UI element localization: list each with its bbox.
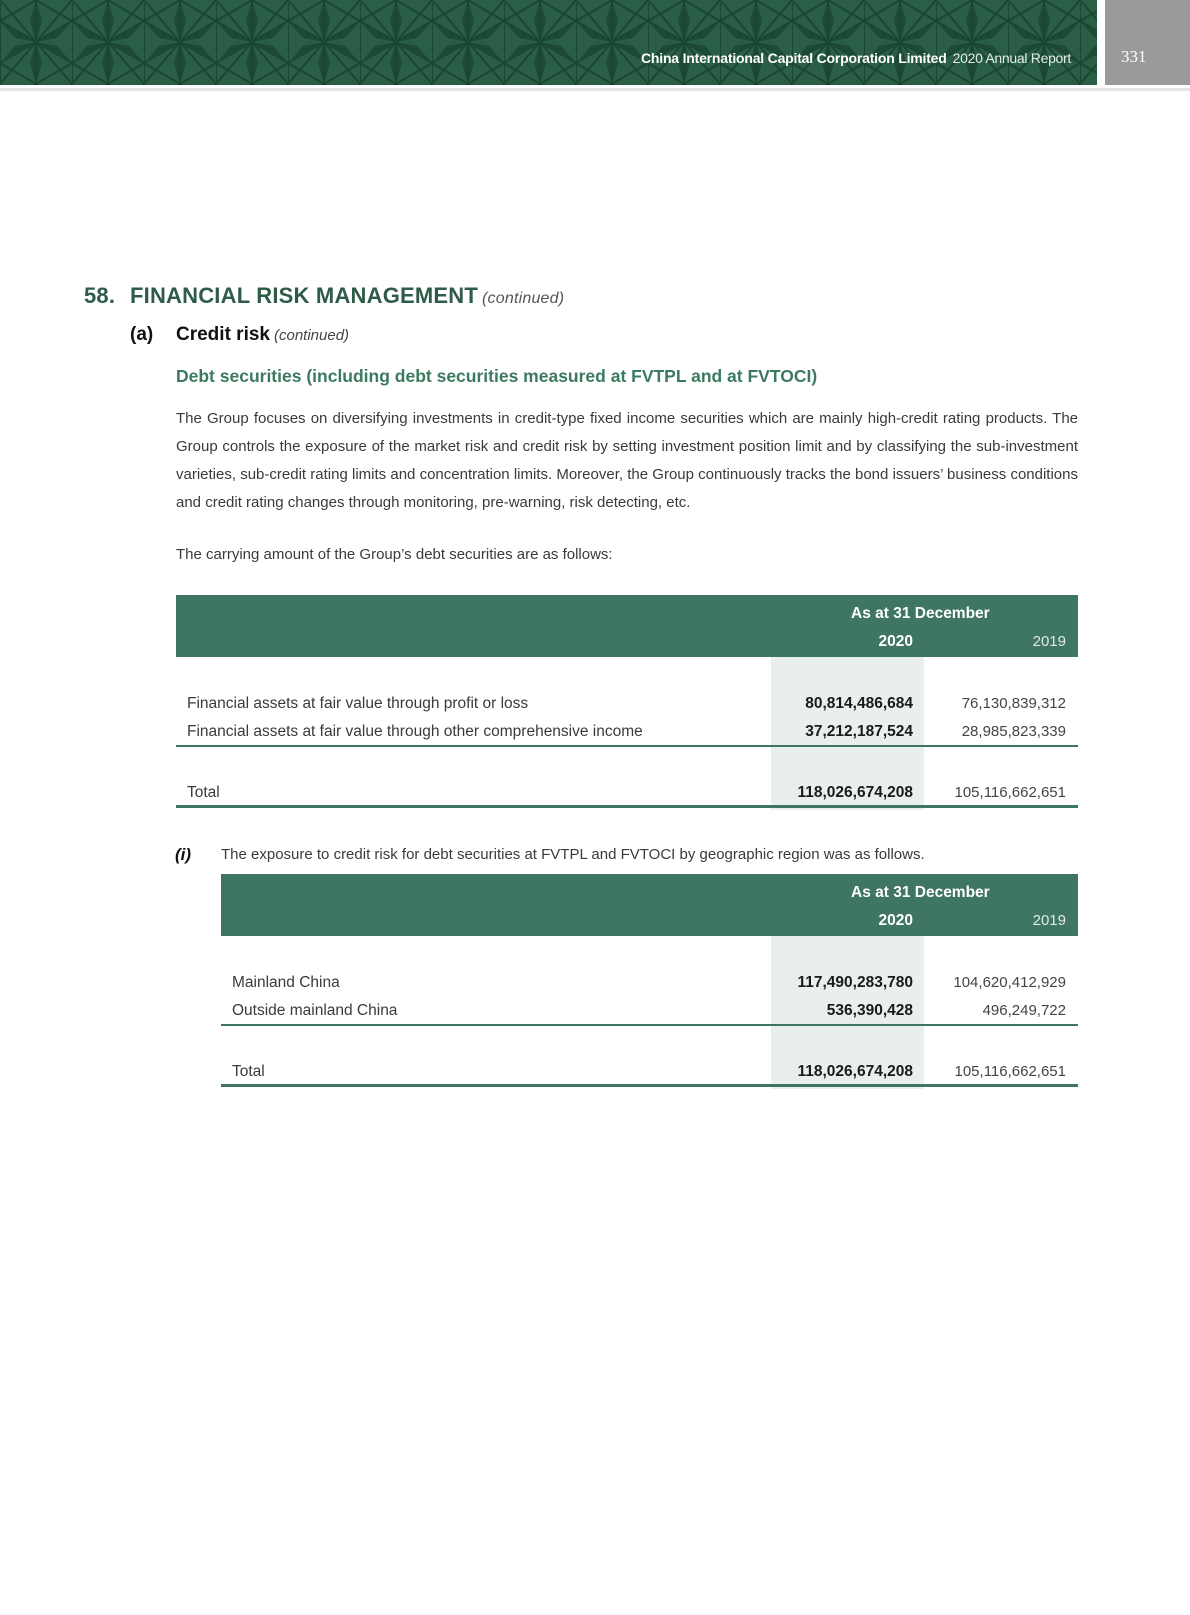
row-label: Outside mainland China bbox=[232, 1002, 398, 1019]
value-2020: 536,390,428 bbox=[826, 1002, 913, 1019]
company-name: China International Capital Corporation Limited bbox=[641, 50, 947, 66]
total-2020: 118,026,674,208 bbox=[797, 784, 913, 801]
value-2019: 28,985,823,339 bbox=[961, 723, 1066, 740]
total-rule bbox=[221, 1084, 1078, 1087]
subtotal-rule bbox=[176, 745, 1078, 747]
report-name: 2020 Annual Report bbox=[952, 50, 1071, 66]
subsection-heading bbox=[130, 324, 349, 346]
row-label: Mainland China bbox=[232, 974, 340, 991]
value-2020: 37,212,187,524 bbox=[805, 723, 913, 740]
section-title: FINANCIAL RISK MANAGEMENT bbox=[130, 283, 479, 308]
value-2019: 496,249,722 bbox=[982, 1002, 1066, 1019]
section-continued: (continued) bbox=[482, 290, 565, 307]
header-span-label: As at 31 December bbox=[851, 605, 990, 622]
table1-intro: The carrying amount of the Group’s debt securities are as follows: bbox=[176, 546, 613, 563]
total-rule bbox=[176, 805, 1078, 808]
topic-heading: Debt securities (including debt securities measured at FVTPL and at FVTOCI) bbox=[176, 366, 818, 386]
sub-item-label: (i) bbox=[175, 845, 192, 864]
row-label: Financial assets at fair value through other comprehensive income bbox=[187, 723, 643, 740]
table-header bbox=[176, 595, 1078, 657]
subsection-continued: (continued) bbox=[273, 327, 350, 344]
section-number: 58. bbox=[84, 283, 116, 308]
total-label: Total bbox=[187, 784, 220, 801]
header-divider bbox=[0, 88, 1190, 91]
section-heading bbox=[84, 283, 564, 309]
table-header bbox=[221, 874, 1078, 936]
header-2019: 2019 bbox=[1032, 912, 1066, 929]
header-2019: 2019 bbox=[1032, 633, 1066, 650]
value-2020: 80,814,486,684 bbox=[805, 695, 913, 712]
value-2019: 104,620,412,929 bbox=[953, 974, 1066, 991]
subsection-label: (a) bbox=[130, 324, 154, 345]
value-2019: 76,130,839,312 bbox=[961, 695, 1066, 712]
header-2020: 2020 bbox=[878, 633, 913, 650]
page-number-box bbox=[1105, 0, 1190, 85]
header-banner bbox=[0, 0, 1097, 85]
geographic-exposure-table bbox=[221, 874, 1078, 1089]
subtotal-rule bbox=[221, 1024, 1078, 1026]
header-2020: 2020 bbox=[878, 912, 913, 929]
asanoha-pattern-icon bbox=[0, 0, 1097, 85]
sub-item-text: The exposure to credit risk for debt securities at FVTPL and FVTOCI by geographic region was as follows. bbox=[221, 846, 925, 863]
total-2020: 118,026,674,208 bbox=[797, 1063, 913, 1080]
header-span-label: As at 31 December bbox=[851, 884, 990, 901]
total-2019: 105,116,662,651 bbox=[954, 1063, 1066, 1080]
body-paragraph: The Group focuses on diversifying investments in credit-type fixed income securities which are mainly high-credit rating products. The Group controls the exposure of the market risk and credit risk by setting investment position limit and by classifying the sub-investment varieties, sub-credit rating limits and concentration limits. Moreover, the Group continuously tracks the bond issuers’ business conditions and credit rating changes through monitoring, pre-warning, risk detecting, etc. bbox=[176, 410, 1078, 511]
total-2019: 105,116,662,651 bbox=[954, 784, 1066, 801]
debt-securities-table bbox=[176, 595, 1078, 810]
row-label: Financial assets at fair value through profit or loss bbox=[187, 695, 529, 712]
running-header bbox=[641, 50, 1071, 66]
total-label: Total bbox=[232, 1063, 265, 1080]
value-2020: 117,490,283,780 bbox=[797, 974, 913, 991]
page-number: 331 bbox=[1121, 47, 1147, 66]
subsection-title: Credit risk bbox=[176, 324, 270, 345]
